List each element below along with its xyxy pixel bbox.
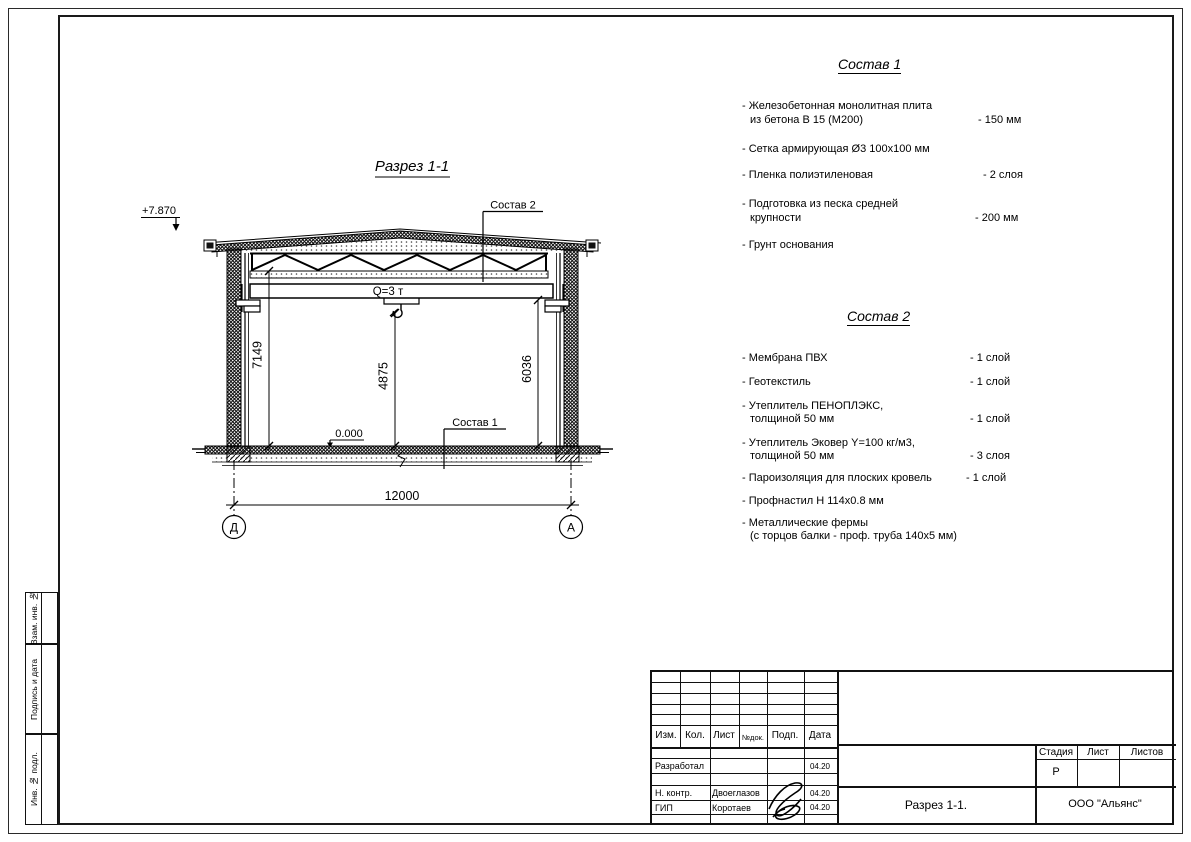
tb-col-data: Дата [808, 730, 832, 741]
axis-bubble-right [560, 516, 583, 539]
elevation-mark-top [141, 205, 180, 231]
drawing-title-text: Разрез 1-1 [374, 158, 450, 175]
tb-date-gip: 04.20 [809, 803, 831, 812]
tb-role-ncontr: Н. контр. [655, 788, 693, 798]
comp2-item4-line1: - Утеплитель Эковер Y=100 кг/м3, [742, 437, 915, 449]
tb-role-gip: ГИП [655, 803, 673, 813]
axis-right-letter: А [566, 520, 576, 535]
dim-7149-text: 7149 [250, 341, 265, 369]
elevation-floor-text: 0.000 [335, 428, 363, 440]
comp1-item5-line1: - Грунт основания [742, 239, 834, 251]
comp2-item7-line2: (с торцов балки - проф. труба 140х5 мм) [750, 530, 957, 542]
comp2-item1-line1: - Мембрана ПВХ [742, 352, 828, 364]
comp1-title: Состав 1 [838, 56, 902, 72]
comp1-item1-value: - 150 мм [978, 114, 1022, 126]
side-label-inv: Инв. № подл. [29, 752, 39, 807]
title-block [650, 670, 1174, 825]
tb-stage-value: Р [1052, 766, 1060, 778]
side-label-vzam: Взам. инв. № [29, 591, 39, 645]
footing-left [227, 446, 250, 462]
comp2-item5-line1: - Пароизоляция для плоских кровель [742, 472, 932, 484]
comp1-item4-value: - 200 мм [975, 212, 1019, 224]
tb-date-developed: 04.20 [809, 762, 831, 771]
dim-12000 [226, 460, 579, 516]
dim-4875-text: 4875 [376, 362, 391, 390]
comp2-item5-value: - 1 слой [966, 472, 1007, 484]
dim-12000-text: 12000 [384, 489, 420, 503]
tb-sheet-label: Лист [1087, 747, 1109, 758]
column-left [227, 249, 249, 447]
comp1-item4-line1: - Подготовка из песка средней [742, 198, 898, 210]
comp2-item7-line1: - Металлические фермы [742, 517, 869, 529]
tb-company: ООО "Альянс" [1068, 798, 1142, 810]
tb-col-kol: Кол. [685, 730, 705, 741]
comp1-item4-line2: крупности [750, 212, 802, 224]
tb-role-developed: Разработал [655, 761, 704, 771]
comp2-item6-line1: - Профнастил Н 114х0.8 мм [742, 495, 884, 507]
leader-comp2-text: Состав 2 [490, 199, 536, 212]
comp2-item3-line1: - Утеплитель ПЕНОПЛЭКС, [742, 400, 884, 412]
tb-col-podp: Подп. [771, 730, 799, 741]
roof-truss [250, 253, 548, 278]
tb-sheets-label: Листов [1130, 747, 1164, 758]
comp2-item1-value: - 1 слой [970, 352, 1011, 364]
tb-col-ndok: №док. [742, 733, 764, 742]
dim-6036-text: 6036 [520, 355, 534, 383]
tb-date-ncontr: 04.20 [809, 789, 831, 798]
side-label-podpis: Подпись и дата [29, 658, 39, 720]
comp1-item1-line1: - Железобетонная монолитная плита [742, 100, 933, 112]
leader-comp1-text: Состав 1 [452, 417, 498, 429]
crane-capacity-label: Q=3 т [372, 286, 404, 298]
axis-left-letter: Д [229, 520, 239, 535]
comp1-item2-line1: - Сетка армирующая Ø3 100х100 мм [742, 143, 930, 155]
comp2-title: Состав 2 [847, 308, 911, 324]
comp1-item3-line1: - Пленка полиэтиленовая [742, 169, 873, 181]
comp1-item1-line2: из бетона В 15 (М200) [750, 114, 863, 126]
tb-doc-title: Разрез 1-1. [904, 798, 968, 812]
elevation-top-text: +7.870 [142, 205, 176, 217]
comp2-item3-value: - 1 слой [970, 413, 1011, 425]
tb-stage-label: Стадия [1038, 747, 1074, 758]
tb-col-izm: Изм. [655, 730, 677, 741]
comp2-item3-line2: толщиной 50 мм [750, 413, 835, 425]
tb-name-gip: Коротаев [712, 803, 751, 813]
column-right [557, 249, 579, 447]
elevation-mark-floor [327, 428, 364, 448]
comp1-item3-value: - 2 слоя [983, 169, 1024, 181]
dim-4875 [377, 309, 400, 450]
comp2-item2-line1: - Геотекстиль [742, 376, 811, 388]
footing-right [556, 446, 579, 462]
dim-6036 [520, 296, 542, 450]
crane-beam [250, 284, 553, 317]
comp2-item4-value: - 3 слоя [970, 450, 1011, 462]
axis-bubble-left [223, 516, 246, 539]
tb-name-ncontr: Двоеглазов [712, 788, 760, 798]
comp2-item4-line2: толщиной 50 мм [750, 450, 835, 462]
tb-col-list: Лист [713, 730, 735, 741]
drawing-title [375, 158, 450, 177]
signature-icon [765, 777, 809, 823]
comp2-item2-value: - 1 слой [970, 376, 1011, 388]
floor-slab [192, 446, 613, 467]
